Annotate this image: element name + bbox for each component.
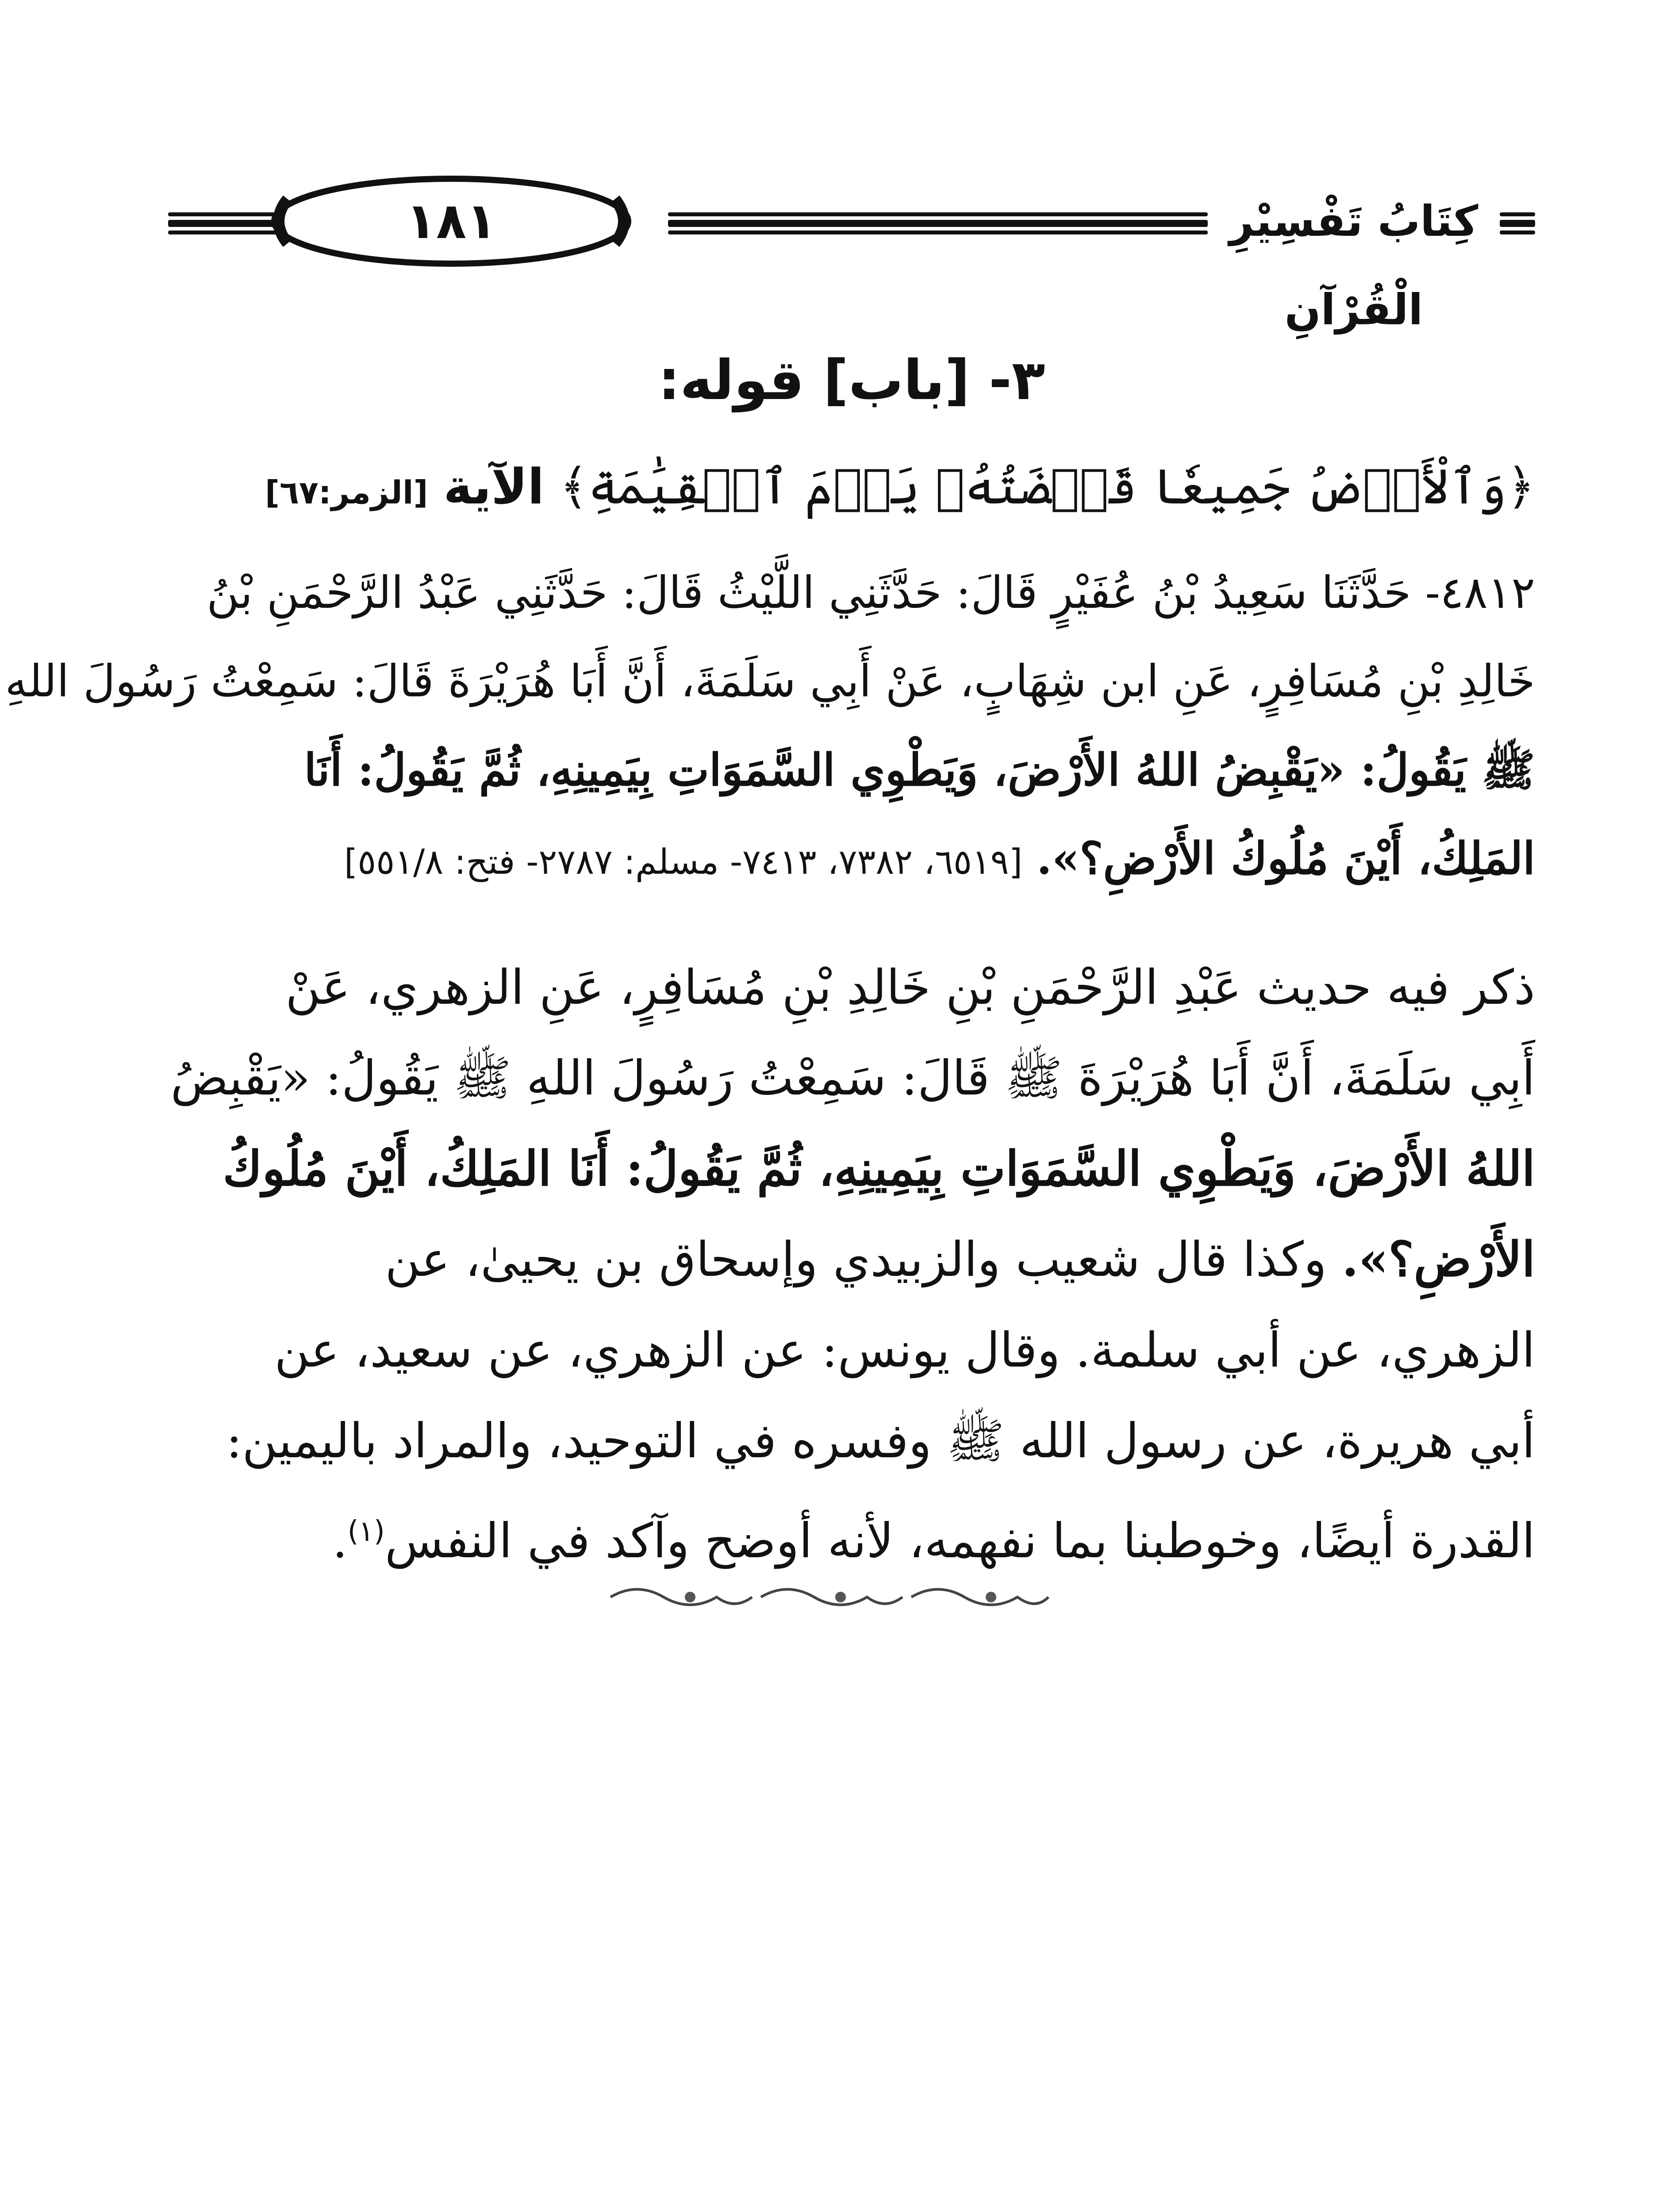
hadith-line: ﷺ يَقُولُ: «يَقْبِضُ اللهُ الأَرْضَ، وَيَطْوِي السَّمَوَاتِ بِيَمِينِهِ، ثُمَّ يَقُولُ: أَنَا	[304, 744, 1535, 796]
header-rule-line	[668, 220, 1208, 227]
hadith-line: ٤٨١٢- حَدَّثَنَا سَعِيدُ بْنُ عُفَيْرٍ قَالَ: حَدَّثَنِي اللَّيْثُ قَالَ: حَدَّثَنِي عَبْدُ الرَّحْمَنِ بْنُ	[207, 567, 1535, 618]
hadith-line: خَالِدِ بْنِ مُسَافِرٍ، عَنِ ابن شِهَابٍ، عَنْ أَبِي سَلَمَةَ، أَنَّ أَبَا هُرَيْرَةَ قَالَ: سَمِعْتُ رَسُولَ اللهِ	[5, 655, 1535, 707]
commentary-line: أبي هريرة، عن رسول الله ﷺ وفسره في التوحيد، والمراد باليمين:	[226, 1413, 1535, 1469]
quran-verse-line	[168, 442, 1535, 537]
commentary-line	[168, 1486, 1535, 1577]
page-number-badge	[261, 173, 641, 270]
page-number: ١٨١	[406, 192, 497, 250]
hadith-cross-reference: [٦٥١٩، ٧٣٨٢، ٧٤١٣- مسلم: ٢٧٨٧- فتح: ٥٥١/٨]	[344, 842, 1023, 882]
header-rule-line	[1500, 212, 1535, 216]
hadith-line-text: المَلِكُ، أَيْنَ مُلُوكُ الأَرْضِ؟».	[1036, 832, 1535, 884]
chapter-heading: ٣- [باب] قوله:	[658, 349, 1045, 412]
commentary-line-text: القدرة أيضًا، وخوطبنا بما نفهمه، لأنه أوضح وآكد في النفس	[384, 1513, 1535, 1569]
header-rule-line	[1500, 230, 1535, 234]
verse-reference: [الزمر:٦٧]	[265, 474, 428, 511]
commentary-text	[168, 942, 1535, 1577]
commentary-line: أَبِي سَلَمَةَ، أَنَّ أَبَا هُرَيْرَةَ ﷺ قَالَ: سَمِعْتُ رَسُولَ اللهِ ﷺ يَقُولُ: «يَقْبِضُ	[170, 1051, 1535, 1106]
page-header	[168, 168, 1535, 334]
header-rule-line	[668, 212, 1208, 216]
header-rule-line	[668, 230, 1208, 234]
quran-verse-text: ﴿وَٱلْأَرۡضُ جَمِيعٗا قَبۡضَتُهُۥ يَوۡمَ ٱلۡقِيَٰمَةِ﴾	[560, 458, 1535, 515]
commentary-line-text: وكذا قال شعيب والزبيدي وإسحاق بن يحيىٰ، عن	[385, 1232, 1327, 1287]
ornament-divider	[602, 1579, 1057, 1615]
commentary-line: اللهُ الأَرْضَ، وَيَطْوِي السَّمَوَاتِ بِيَمِينِهِ، ثُمَّ يَقُولُ: أَنَا المَلِكُ، أَيْنَ مُلُوكُ	[223, 1141, 1535, 1197]
header-rule-line	[1500, 220, 1535, 227]
commentary-line-text: الأَرْضِ؟».	[1342, 1232, 1535, 1287]
hadith-line-final	[168, 814, 1535, 902]
book-title: كِتَابُ تَفْسِيْرِ الْقُرْآنِ	[1229, 196, 1479, 334]
commentary-line: الزهري، عن أبي سلمة. وقال يونس: عن الزهري، عن سعيد، عن	[274, 1323, 1535, 1378]
hadith-text	[5, 549, 1535, 902]
footnote-marker[interactable]: (١)	[347, 1515, 385, 1548]
commentary-line	[168, 1214, 1535, 1305]
commentary-line-end: .	[332, 1513, 348, 1569]
verse-label: الآية	[443, 458, 545, 515]
header-rule-middle	[668, 212, 1208, 238]
header-rule-right	[1500, 212, 1535, 238]
commentary-line: ذكر فيه حديث عَبْدِ الرَّحْمَنِ بْنِ خَالِدِ بْنِ مُسَافِرٍ، عَنِ الزهري، عَنْ	[285, 960, 1535, 1015]
